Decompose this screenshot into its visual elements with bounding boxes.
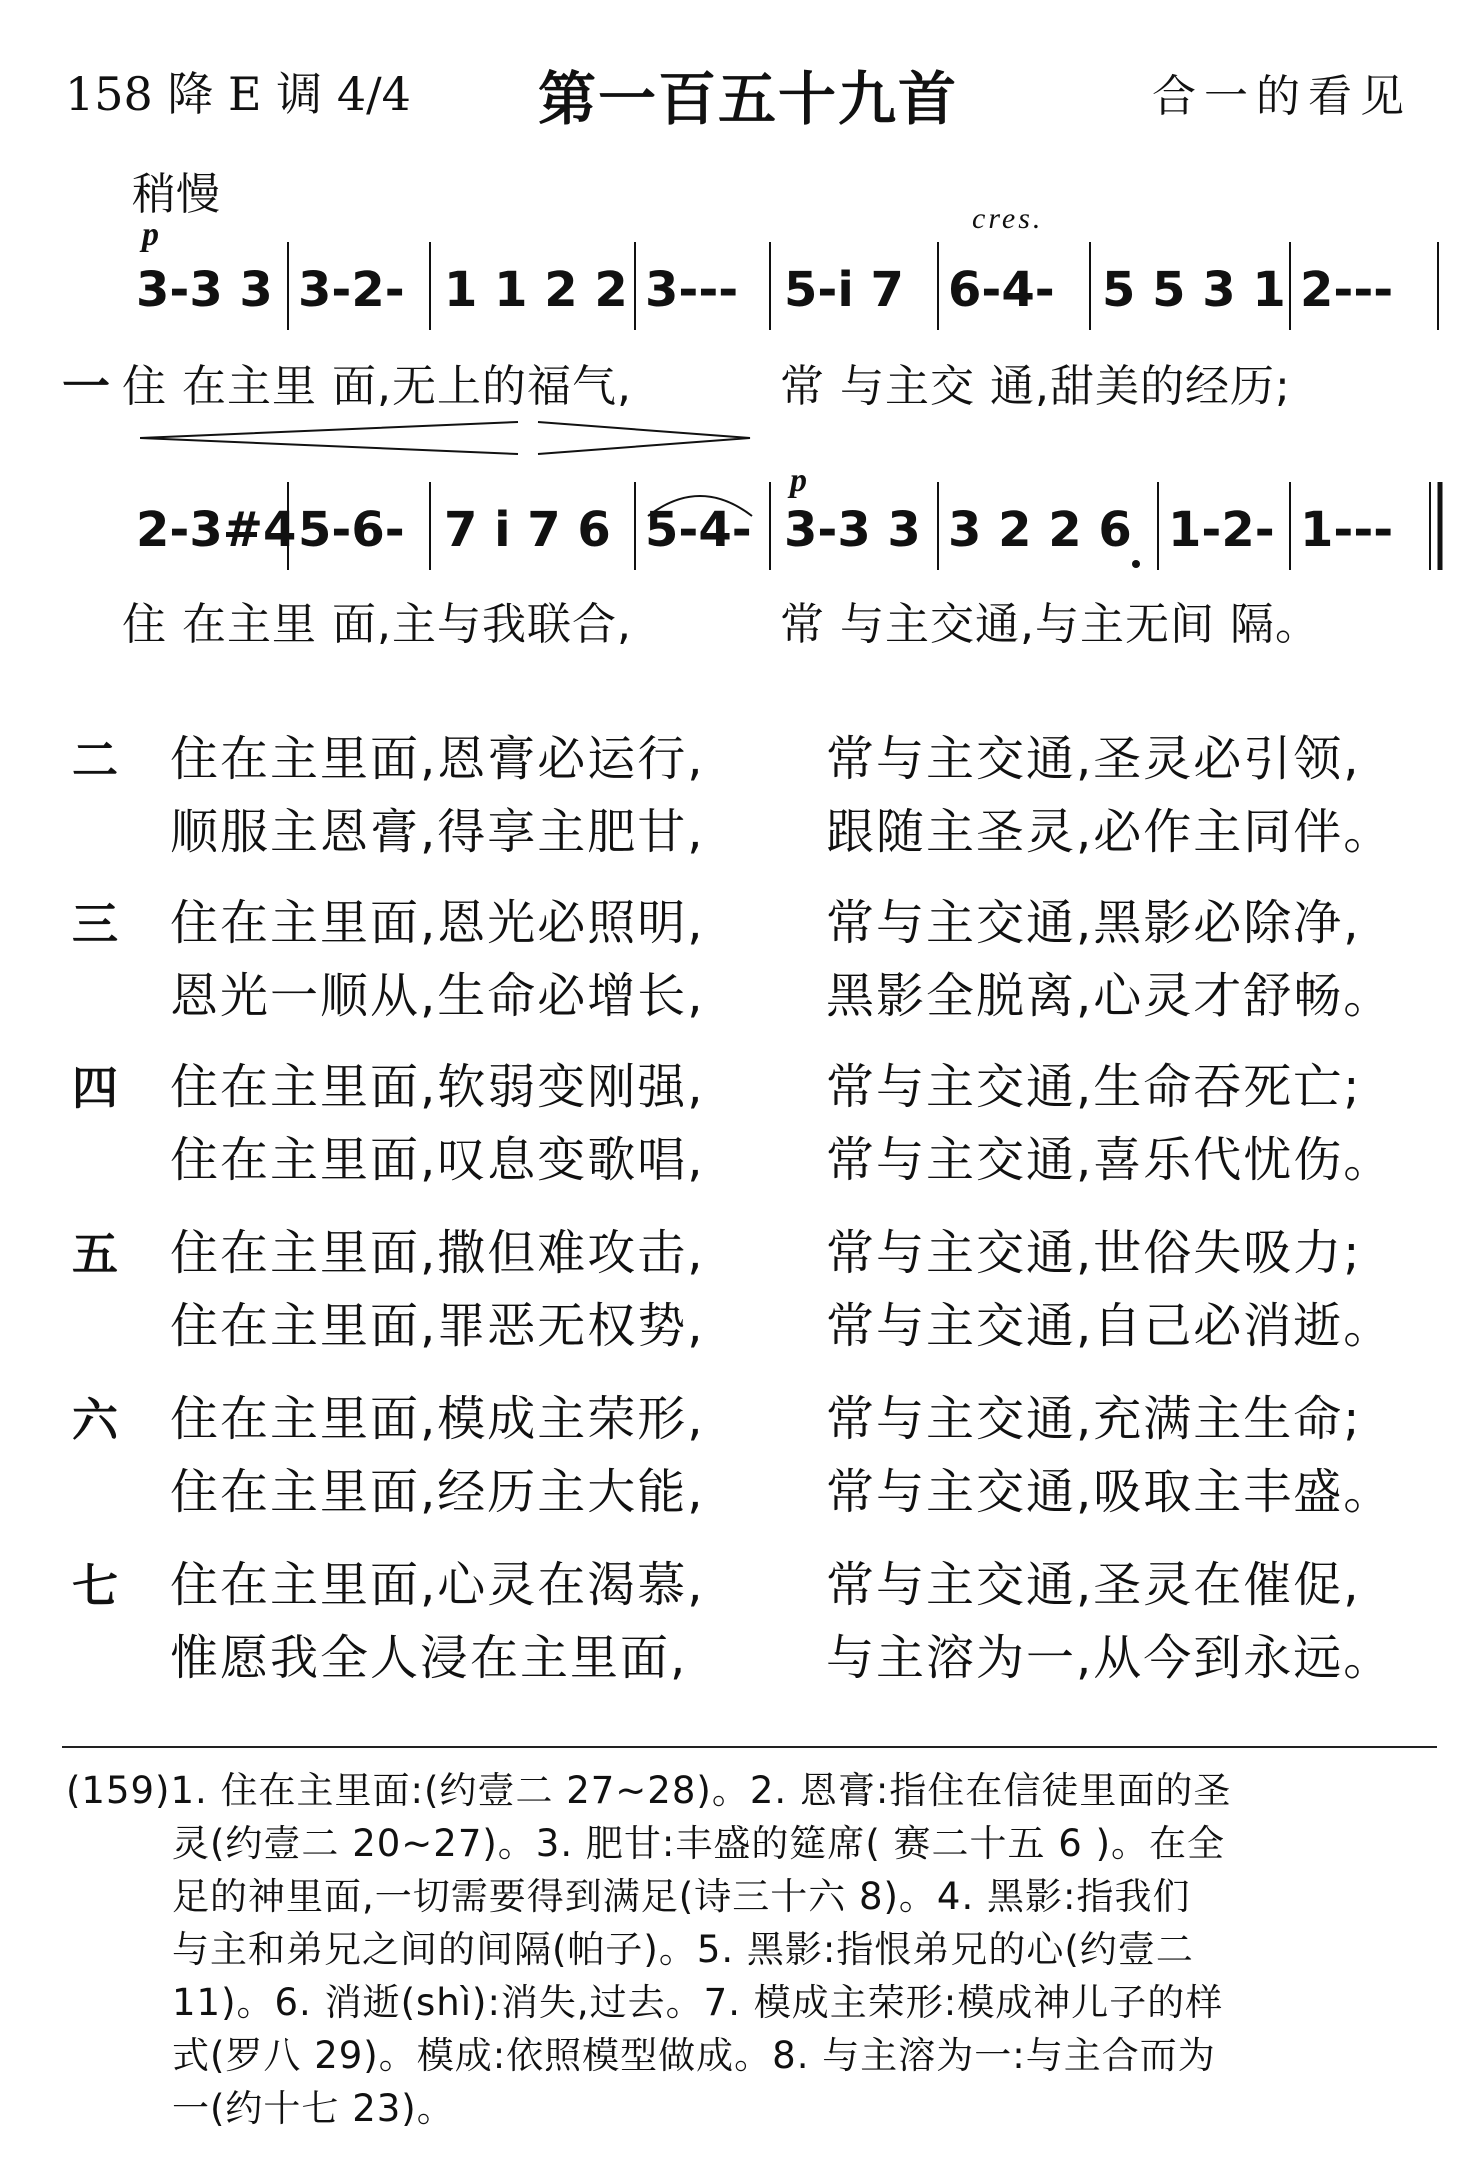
dynamic-hairpins [140, 418, 760, 458]
verse-4-line-1a: 住在主里面,软弱变刚强, [170, 1059, 705, 1115]
verse-4-line-1b: 常与主交通,生命吞死亡; [826, 1059, 1362, 1115]
score-line-1 [100, 242, 1445, 332]
measure-1-1: 3-3 3 [136, 262, 273, 318]
measure-1-8: 2--- [1300, 262, 1394, 318]
verse-7-line-2a: 惟愿我全人浸在主里面, [170, 1630, 688, 1686]
hymn-subtitle: 合一的看见 [1152, 71, 1412, 122]
verse-3-line-2a: 恩光一顺从,生命必增长, [170, 968, 705, 1024]
verse-5-number: 五 [72, 1227, 118, 1281]
verse-1-lyric-b: 常 与主交 通,甜美的经历; [780, 361, 1291, 412]
verse-2-line-2b: 跟随主圣灵,必作主同伴。 [826, 804, 1394, 860]
verse-4-line-2b: 常与主交通,喜乐代忧伤。 [826, 1132, 1394, 1188]
measure-2-1: 2-3#4 [136, 502, 297, 558]
verse-1-number: 一 [62, 359, 111, 415]
verse-7-line-1b: 常与主交通,圣灵在催促, [826, 1557, 1361, 1613]
footnote-line-7: 一(约十七 23)。 [172, 2087, 455, 2130]
verse-5-line-2a: 住在主里面,罪恶无权势, [170, 1298, 705, 1354]
footnote-line-1: (159)1. 住在主里面:(约壹二 27~28)。2. 恩膏:指住在信徒里面的圣 [66, 1769, 1232, 1812]
footnote-line-5: 11)。6. 消逝(shì):消失,过去。7. 模成主荣形:模成神儿子的样 [172, 1981, 1224, 2024]
verse-6-line-2a: 住在主里面,经历主大能, [170, 1464, 705, 1520]
verse-3-line-1b: 常与主交通,黑影必除净, [826, 895, 1361, 951]
verse-2-number: 二 [72, 733, 118, 787]
footnote-line-2: 灵(约壹二 20~27)。3. 肥甘:丰盛的筵席( 赛二十五 6 )。在全 [172, 1822, 1226, 1865]
measure-2-4: 5-4- [645, 502, 752, 558]
verse-7-number: 七 [72, 1559, 118, 1613]
crescendo-marking: cres. [972, 202, 1044, 235]
measure-2-2: 5-6- [298, 502, 405, 558]
verse-7-line-2b: 与主溶为一,从今到永远。 [826, 1630, 1394, 1686]
verse-2-line-2a: 顺服主恩膏,得享主肥甘, [170, 804, 705, 860]
measure-1-2: 3-2- [298, 262, 405, 318]
verse-5-line-1a: 住在主里面,撒但难攻击, [170, 1225, 705, 1281]
dynamic-piano-1: p [142, 216, 159, 253]
measure-1-6: 6-4- [948, 262, 1055, 318]
measure-2-6: 3 2 2 6 [948, 502, 1132, 558]
verse-1-lyric-a: 住 在主里 面,无上的福气, [122, 361, 632, 412]
measure-1-3: 1 1 2 2 [444, 262, 628, 318]
verse-3-line-1a: 住在主里面,恩光必照明, [170, 895, 705, 951]
measure-1-4: 3--- [645, 262, 739, 318]
verse-3-number: 三 [72, 897, 118, 951]
verse-6-line-2b: 常与主交通,吸取主丰盛。 [826, 1464, 1394, 1520]
verse-2-line-1b: 常与主交通,圣灵必引领, [826, 731, 1361, 787]
verse-3-line-2b: 黑影全脱离,心灵才舒畅。 [826, 968, 1394, 1024]
measure-1-5: 5-i 7 [784, 262, 904, 318]
verse-5-line-1b: 常与主交通,世俗失吸力; [826, 1225, 1362, 1281]
verse-4-number: 四 [72, 1061, 118, 1115]
verse-6-line-1b: 常与主交通,充满主生命; [826, 1391, 1362, 1447]
low-octave-dot [1132, 560, 1140, 568]
verse-6-number: 六 [72, 1393, 118, 1447]
verse-4-line-2a: 住在主里面,叹息变歌唱, [170, 1132, 705, 1188]
tempo-marking: 稍慢 [132, 169, 220, 220]
verse-6-line-1a: 住在主里面,模成主荣形, [170, 1391, 705, 1447]
hymn-number-key: 158 降 E 调 4/4 [65, 67, 411, 121]
footnote-line-3: 足的神里面,一切需要得到满足(诗三十六 8)。4. 黑影:指我们 [172, 1875, 1191, 1918]
hymn-title: 第一百五十九首 [538, 65, 959, 133]
verse-1-lyric-c: 住 在主里 面,主与我联合, [122, 599, 632, 650]
dynamic-piano-2: p [790, 462, 807, 499]
verse-1-lyric-d: 常 与主交通,与主无间 隔。 [780, 599, 1320, 650]
footnote-line-6: 式(罗八 29)。模成:依照模型做成。8. 与主溶为一:与主合而为 [172, 2034, 1216, 2077]
verse-7-line-1a: 住在主里面,心灵在渴慕, [170, 1557, 705, 1613]
measure-2-8: 1--- [1300, 502, 1394, 558]
measure-1-7: 5 5 3 1 [1102, 262, 1286, 318]
measure-2-5: 3-3 3 [784, 502, 921, 558]
score-line-2 [100, 482, 1445, 572]
footnote-line-4: 与主和弟兄之间的间隔(帕子)。5. 黑影:指恨弟兄的心(约壹二 [172, 1928, 1194, 1971]
verse-2-line-1a: 住在主里面,恩膏必运行, [170, 731, 705, 787]
footnote-divider [62, 1746, 1437, 1748]
verse-5-line-2b: 常与主交通,自己必消逝。 [826, 1298, 1394, 1354]
measure-2-7: 1-2- [1168, 502, 1275, 558]
measure-2-3: 7 i 7 6 [444, 502, 611, 558]
